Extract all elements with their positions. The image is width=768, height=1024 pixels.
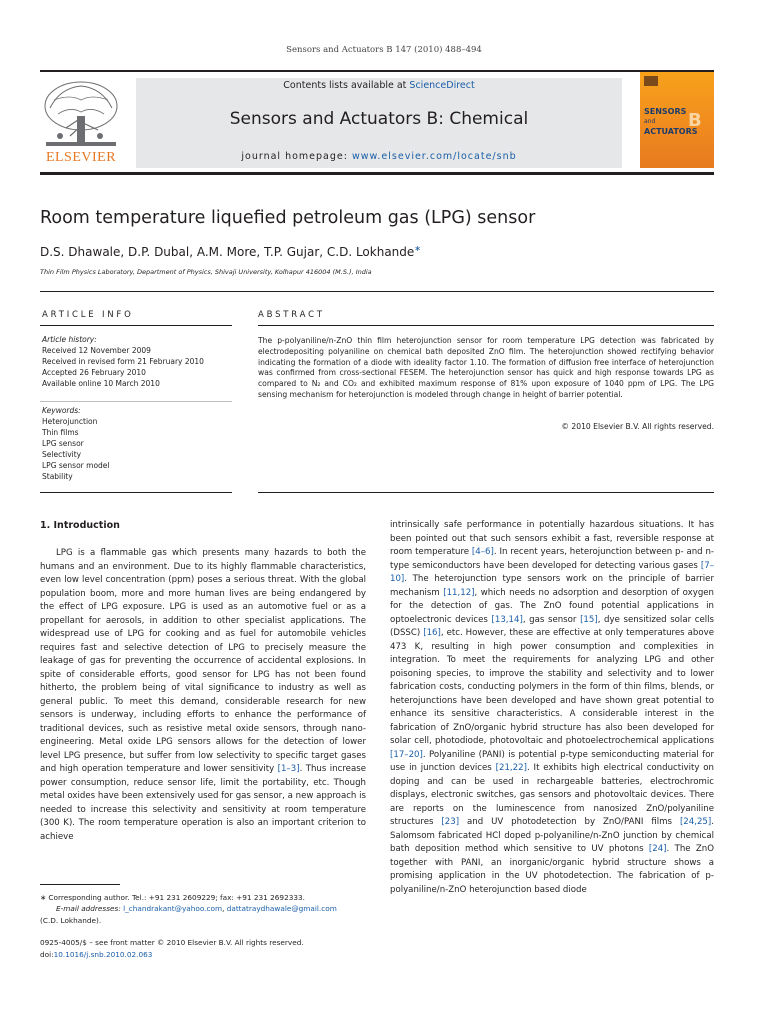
keyword: LPG sensor <box>42 439 84 448</box>
reference-link[interactable]: [24] <box>648 844 667 854</box>
intro-text: . Thus increase power consumption, reduce sensor life, limit the portability, etc. Though metal oxides have been extensively used for gas sensor, a new approach is needed to increase this selectivity and sensitivity at room temperature (300 K). The room temperature operation is also an important criterion to achieve <box>40 764 366 842</box>
copyright-notice: © 2010 Elsevier B.V. All rights reserved. <box>561 422 714 431</box>
section-heading-introduction: 1. Introduction <box>40 520 120 531</box>
reference-link[interactable]: [4–6] <box>471 547 494 557</box>
history-item: Available online 10 March 2010 <box>42 379 160 388</box>
email-separator: , <box>222 904 227 913</box>
reference-link[interactable]: [17–20] <box>390 749 423 760</box>
doi-label: doi: <box>40 950 54 959</box>
intro-text: intrinsically safe performance in potentially hazardous situations. It has been pointed out that such sensors exhibit a fast, reversible response at room temperature <box>390 520 714 557</box>
doi-link[interactable]: 10.1016/j.snb.2010.02.063 <box>53 950 153 959</box>
issn-line: 0925-4005/$ – see front matter © 2010 Elsevier B.V. All rights reserved. <box>40 938 304 947</box>
keywords-rule <box>40 401 232 402</box>
doi-line <box>40 949 370 961</box>
intro-text: . Polyaniline (PANI) is potential p-type semiconducting material for use in junction devices <box>390 749 714 773</box>
intro-left-column <box>40 547 366 844</box>
header-rule-bottom <box>40 172 714 175</box>
affiliation: Thin Film Physics Laboratory, Department of Physics, Shivaji University, Kolhapur 416004 (M.S.), India <box>40 268 372 276</box>
intro-text: . The heterojunction type sensors work on the principle of barrier mechanism <box>390 574 714 598</box>
email-label: E-mail addresses: <box>56 904 124 913</box>
reference-link[interactable]: [7–10] <box>390 560 714 584</box>
header-rule <box>40 70 714 72</box>
article-info-bottom-rule <box>40 492 232 493</box>
homepage-link[interactable]: www.elsevier.com/locate/snb <box>351 151 517 162</box>
abstract-rule <box>258 325 714 326</box>
abstract-text: The p-polyaniline/n-ZnO thin film heterojunction sensor for room temperature LPG detection was fabricated by electrodepositing polyaniline on chemical bath deposited ZnO film. The heterojunction showed rectifying behavior indicating the formation of a diode with ideality factor 1.10. The formation of diffusion free interface of heterojunction was confirmed from cross-sectional FESEM. The heterojunction sensor has quick and high response towards LPG as compared to N₂ and CO₂ and exhibited maximum response of 81% upon exposure of 1040 ppm of LPG. The LPG sensing mechanism for heterojunction is modeled through change in height of barrier potential. <box>258 336 714 399</box>
author-list <box>40 244 720 259</box>
keyword: LPG sensor model <box>42 461 110 470</box>
keywords <box>42 405 232 482</box>
reference-link[interactable]: [13,14] <box>491 614 523 625</box>
keyword: Selectivity <box>42 450 82 459</box>
reference-link[interactable]: [21,22] <box>495 763 527 773</box>
reference-link[interactable]: [1–3] <box>277 764 300 774</box>
history-item: Received 12 November 2009 <box>42 346 151 355</box>
abstract-heading: ABSTRACT <box>258 310 325 320</box>
intro-text: , which needs no adsorption and desorption of oxygen for the detection of gas. The ZnO found potential applications in optoelectronic devices <box>390 587 715 625</box>
cover-line1: SENSORS <box>644 107 687 116</box>
journal-title: Sensors and Actuators B: Chemical <box>229 109 529 129</box>
corresponding-author-mark[interactable]: ∗ <box>414 244 421 253</box>
reference-link[interactable]: [24,25] <box>679 817 712 827</box>
section-rule <box>40 291 714 292</box>
article-info-heading: ARTICLE INFO <box>42 310 134 320</box>
reference-link[interactable]: [15] <box>580 614 598 625</box>
corresponding-author-note: ∗ Corresponding author. Tel.: +91 231 2609229; fax: +91 231 2692333. <box>40 893 305 902</box>
email-link[interactable]: dattatraydhawale@gmail.com <box>226 904 337 913</box>
abstract-bottom-rule <box>258 492 714 493</box>
cover-publisher-mark <box>644 76 658 86</box>
contents-line <box>136 80 622 91</box>
intro-text: , gas sensor <box>522 614 581 625</box>
intro-text: LPG is a flammable gas which presents many hazards to both the humans and an environment. Due to its highly flammable characteristics, even low level concentration (ppm) poses a serious threat. With the global population boom, more and more human lives are being endangered by the effect of LPG exposure. LPG is used as an automotive fuel or as a propellant for aerosols, in addition to other specialist applications. The widespread use of LPG for cooking and as fuel for automobile vehicles requires fast and selective detection of LPG to precisely measure the leakage of gas for preventing the occurrence of accidental explosions. In spite of considerable efforts, good sensor for LPG has not been found hitherto, the problem being of vital significance to industry as well as general public. To meet this demand, considerable research for new sensors is underway, including efforts to enhance the performance of traditional devices, such as resistive metal oxide sensors, through nano-engineering. Metal oxide LPG sensors allows for the detection of lower level LPG presence, but suffer from low selectivity to specific target gases and high operation temperature and lower sensitivity <box>40 548 366 774</box>
email-owner: (C.D. Lokhande). <box>40 916 102 925</box>
article-history <box>42 334 232 389</box>
article-info-rule <box>40 325 232 326</box>
authors-text: D.S. Dhawale, D.P. Dubal, A.M. More, T.P. Gujar, C.D. Lokhande <box>40 245 415 259</box>
intro-text: , dye sensitized solar cells (DSSC) <box>390 614 714 638</box>
history-item: Received in revised form 21 February 2010 <box>42 357 204 366</box>
cover-amp: and <box>644 118 656 125</box>
keyword: Thin films <box>42 428 79 437</box>
history-label: Article history: <box>42 335 97 344</box>
email-addresses <box>56 903 376 915</box>
intro-text: . It exhibits high electrical conductivity on doping and can be used in rechargeable batteries, electrochromic displays, electronic switches, gas sensors and photovoltaic devices. There are reports on the luminescence from nanosized ZnO/polyaniline structures <box>390 763 714 827</box>
journal-homepage <box>136 151 622 162</box>
intro-text: , etc. However, these are effective at only temperatures above 473 K, resulting in high power consumption and complexities in integration. To meet the requirements for analyzing LPG and other poisoning species, to improve the stability and selectivity and to lower fabrication costs, conducting polymers in the form of thin films, blends, or heterojunctions have been developed and have shown great potential to enhance its sensitive characteristics. A considerable interest in the fabrication of ZnO/organic hybrid structure has also been developed for solar cell, photodiode, photovoltaic and photoelectrochemical applications <box>390 628 714 746</box>
intro-text: and UV photodetection by ZnO/PANI films <box>459 817 680 827</box>
keywords-label: Keywords: <box>42 406 81 415</box>
footnote-rule <box>40 884 120 885</box>
reference-link[interactable]: [23] <box>441 817 460 827</box>
homepage-prefix: journal homepage: <box>241 151 352 162</box>
keyword: Stability <box>42 472 73 481</box>
intro-text: . Salomsom fabricated HCl doped p-polyaniline/n-ZnO junction by chemical bath deposition method which sensitive to UV photons <box>390 817 714 854</box>
journal-citation: Sensors and Actuators B 147 (2010) 488–494 <box>286 45 482 55</box>
reference-link[interactable]: [16] <box>423 628 441 638</box>
email-link[interactable]: l_chandrakant@yahoo.com <box>123 904 223 913</box>
history-item: Accepted 26 February 2010 <box>42 368 146 377</box>
sciencedirect-link[interactable]: ScienceDirect <box>409 80 475 91</box>
intro-text: . The ZnO together with PANI, an inorganic/organic hybrid structure shows a promising application in the UV photodetection. The fabrication of p-polyaniline/n-ZnO heterojunction based diode <box>390 844 714 895</box>
intro-text: . In recent years, heterojunction between p- and n-type semiconductors have been developed for detecting various gases <box>390 547 714 571</box>
reference-link[interactable]: [11,12] <box>443 587 475 598</box>
elsevier-wordmark: ELSEVIER <box>45 150 117 165</box>
paper-title: Room temperature liquefied petroleum gas (LPG) sensor <box>40 208 536 228</box>
intro-right-column <box>390 519 714 897</box>
keyword: Heterojunction <box>42 417 98 426</box>
cover-line2: ACTUATORS <box>644 127 698 136</box>
cover-letter: B <box>688 110 702 131</box>
contents-prefix: Contents lists available at <box>283 80 410 91</box>
